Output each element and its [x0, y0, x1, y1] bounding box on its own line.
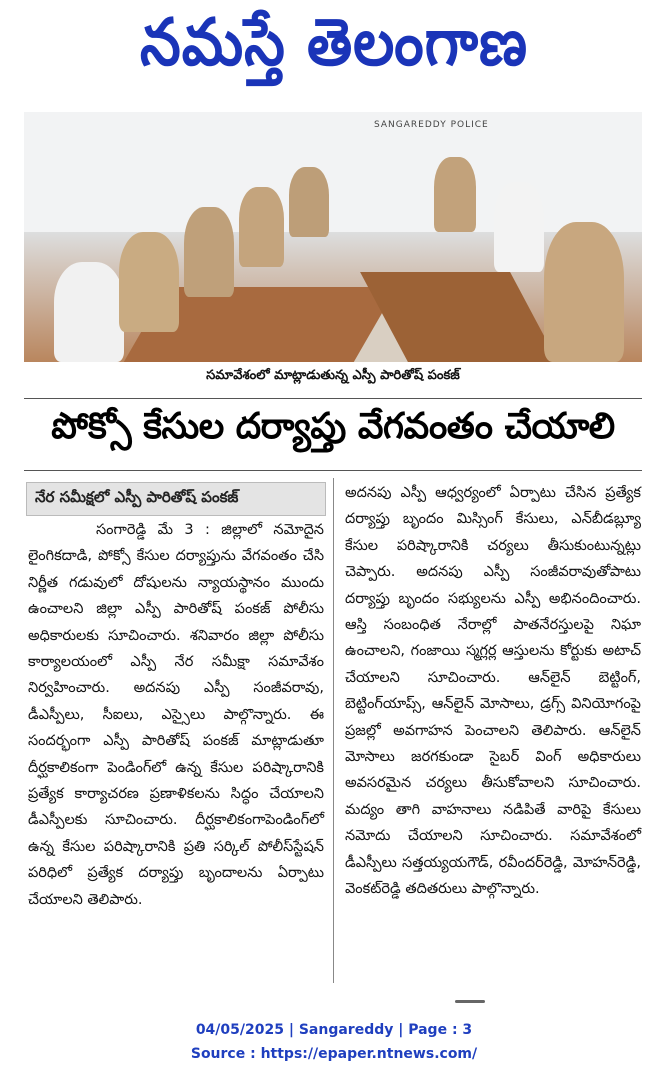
photo-officer	[239, 187, 284, 267]
footer-date-line: 04/05/2025 | Sangareddy | Page : 3	[195, 1022, 473, 1038]
article-subheading: నేర సమీక్షలో ఎస్పీ పారితోష్ పంకజ్	[26, 482, 326, 516]
article-end-mark	[455, 1000, 485, 1003]
photo-officer	[544, 222, 624, 362]
footer-source-line: Source : https://epaper.ntnews.com/	[190, 1046, 478, 1062]
masthead-title: నమస్తే తెలంగాణ	[140, 3, 528, 80]
photo-officer	[54, 262, 124, 362]
headline-top-rule	[24, 398, 642, 399]
photo-officer	[184, 207, 234, 297]
article-body-column-1: సంగారెడ్డి మే 3 : జిల్లాలో నమోదైన లైంగికదాడి, పోక్సో కేసుల దర్యాప్తును వేగవంతం చేసి నిర్ణీత గడువులో దోషులను న్యాయస్థానం ముందు ఉంచాలని జిల్లా ఎస్పీ పారితోష్ పంకజ్ పోలీసు అధికారులకు సూచించారు. శనివారం జిల్లా పోలీసు కార్యాలయంలో ఎస్పీ నేర సమీక్షా సమావేశం నిర్వహించారు. అదనపు ఎస్పీ సంజీవరావు, డీఎస్పీలు, సీఐలు, ఎస్సైలు పాల్గొన్నారు. ఈ సందర్భంగా ఎస్పీ పారితోష్ పంకజ్ మాట్లాడుతూ దీర్ఘకాలికంగా పెండింగ్‌లో ఉన్న కేసుల పరిష్కారానికి ప్రత్యేక కార్యాచరణ ప్రణాళికలను సిద్ధం చేయాలని డీఎస్పీలకు సూచించారు. దీర్ఘకాలికంగాపెండింగ్‌లో ఉన్న కేసుల పరిష్కారానికి ప్రతి సర్కిల్ పోలీస్‌స్టేషన్ పరిధిలో ప్రత్యేక దర్యాప్తు బృందాలను ఏర్పాటు చేయాలని తెలిపారు.	[28, 522, 324, 908]
photo-officer	[119, 232, 179, 332]
photo-officer	[289, 167, 329, 237]
photo-officer	[494, 182, 544, 272]
article-body-column-2: అదనపు ఎస్పీ ఆధ్వర్యంలో ఏర్పాటు చేసిన ప్రత్యేక దర్యాప్తు బృందం మిస్సింగ్ కేసులు, ఎన్‌బీడబ్ల్యూ కేసుల పరిష్కారానికి చర్యలు తీసుకుంటున్నట్లు చెప్పారు. అదనపు ఎస్పీ సంజీవరావుతోపాటు దర్యాప్తు బృందం సభ్యులను ఎస్పీ అభినందించారు. ఆస్తి సంబంధిత నేరాల్లో పాతనేరస్తులపై నిఘా ఉంచాలని, గంజాయి స్మగ్లర్ల ఆస్తులను కోర్టుకు అటాచ్ చేయాలని సూచించారు. ఆన్‌లైన్ బెట్టింగ్, బెట్టింగ్‌యాప్స్, ఆన్‌లైన్ మోసాలు, డ్రగ్స్ వినియోగంపై ప్రజల్లో అవగాహన పెంచాలని తెలిపారు. ఆన్‌లైన్ మోసాలు జరగకుండా సైబర్ వింగ్ అధికారులు అవసరమైన చర్యలు తీసుకోవాలని సూచించారు. మద్యం తాగి వాహనాలు నడిపితే వారిపై కేసులు నమోదు చేయాలని సూచించారు. సమావేశంలో డీఎస్పీలు సత్తయ్యయగౌడ్, రవీందర్‌రెడ్డి, మోహన్‌రెడ్డి, వెంకట్‌రెడ్డి తదితరులు పాల్గొన్నారు.	[345, 485, 641, 898]
photo-caption: సమావేశంలో మాట్లాడుతున్న ఎస్పీ పారితోష్ పంకజ్	[206, 368, 460, 383]
newspaper-masthead	[0, 0, 668, 100]
photo-wall	[24, 112, 642, 232]
photo-sign: SANGAREDDY POLICE	[374, 120, 489, 130]
photo-officer	[434, 157, 476, 232]
news-photo	[24, 112, 642, 362]
article-headline: పోక్సో కేసుల దర్యాప్తు వేగవంతం చేయాలి	[51, 406, 615, 447]
headline-bottom-rule	[24, 470, 642, 471]
column-divider	[333, 478, 334, 983]
